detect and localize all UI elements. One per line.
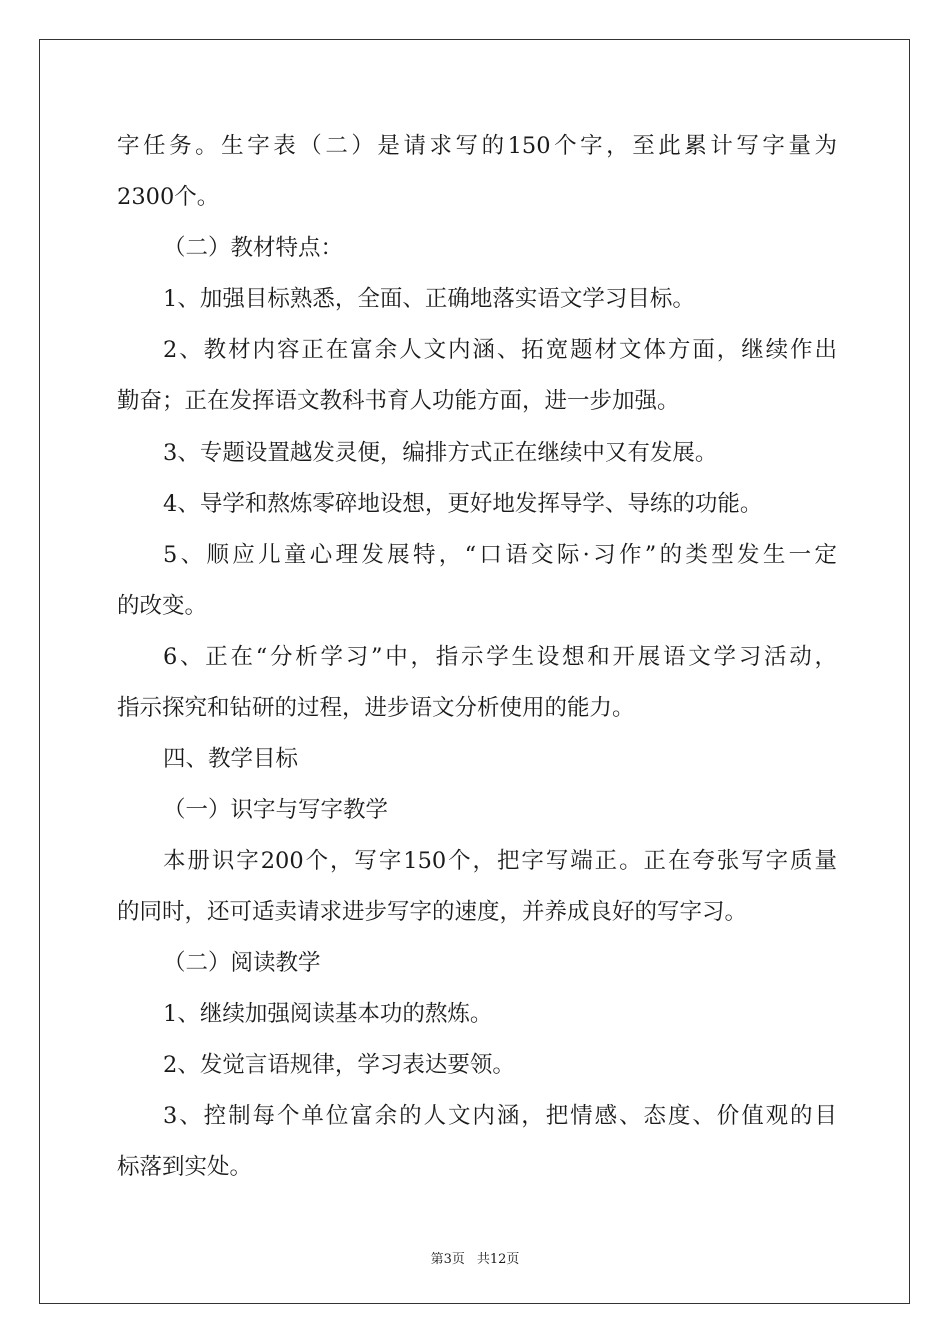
paragraph-line: 的同时，还可适卖请求进步写字的速度，并养成良好的写字习。 [117,899,748,925]
paragraph-line: 2、教材内容正在富余人文内涵、拓宽题材文体方面，继续作出 [163,337,837,363]
section-subheading: （一）识字与写字教学 [163,797,389,823]
paragraph-line: 1、继续加强阅读基本功的熬炼。 [163,1001,493,1027]
section-subheading: （二）阅读教学 [163,950,321,976]
section-subheading: （二）教材特点： [163,235,344,261]
paragraph-line: 的改变。 [117,593,208,619]
paragraph-line: 6、正在“分析学习”中，指示学生设想和开展语文学习活动， [163,644,837,670]
paragraph-line: 4、导学和熬炼零碎地设想，更好地发挥导学、导练的功能。 [163,491,763,517]
page-footer [0,1248,950,1267]
paragraph-line: 3、控制每个单位富余的人文内涵，把情感、态度、价值观的目 [163,1103,837,1129]
paragraph-line: 5、顺应儿童心理发展特，“口语交际·习作”的类型发生一定 [163,542,837,568]
page-total: 共12页 [476,1252,520,1267]
paragraph-line: 标落到实处。 [117,1154,253,1180]
paragraph-line: 字任务。生字表（二）是请求写的150个字，至此累计写字量为 [117,133,837,159]
paragraph-line: 1、加强目标熟悉，全面、正确地落实语文学习目标。 [163,286,695,312]
paragraph-line: 2、发觉言语规律，学习表达要领。 [163,1052,515,1078]
section-heading: 四、教学目标 [163,746,299,772]
paragraph-line: 2300个。 [117,184,220,210]
paragraph-line: 指示探究和钻研的过程，进步语文分析使用的能力。 [117,695,635,721]
paragraph-line: 本册识字200个，写字150个，把字写端正。正在夸张写字质量 [163,848,837,874]
page-number: 第3页 [430,1252,465,1267]
paragraph-line: 3、专题设置越发灵便，编排方式正在继续中又有发展。 [163,440,718,466]
paragraph-line: 勤奋；正在发挥语文教科书育人功能方面，进一步加强。 [117,388,680,414]
